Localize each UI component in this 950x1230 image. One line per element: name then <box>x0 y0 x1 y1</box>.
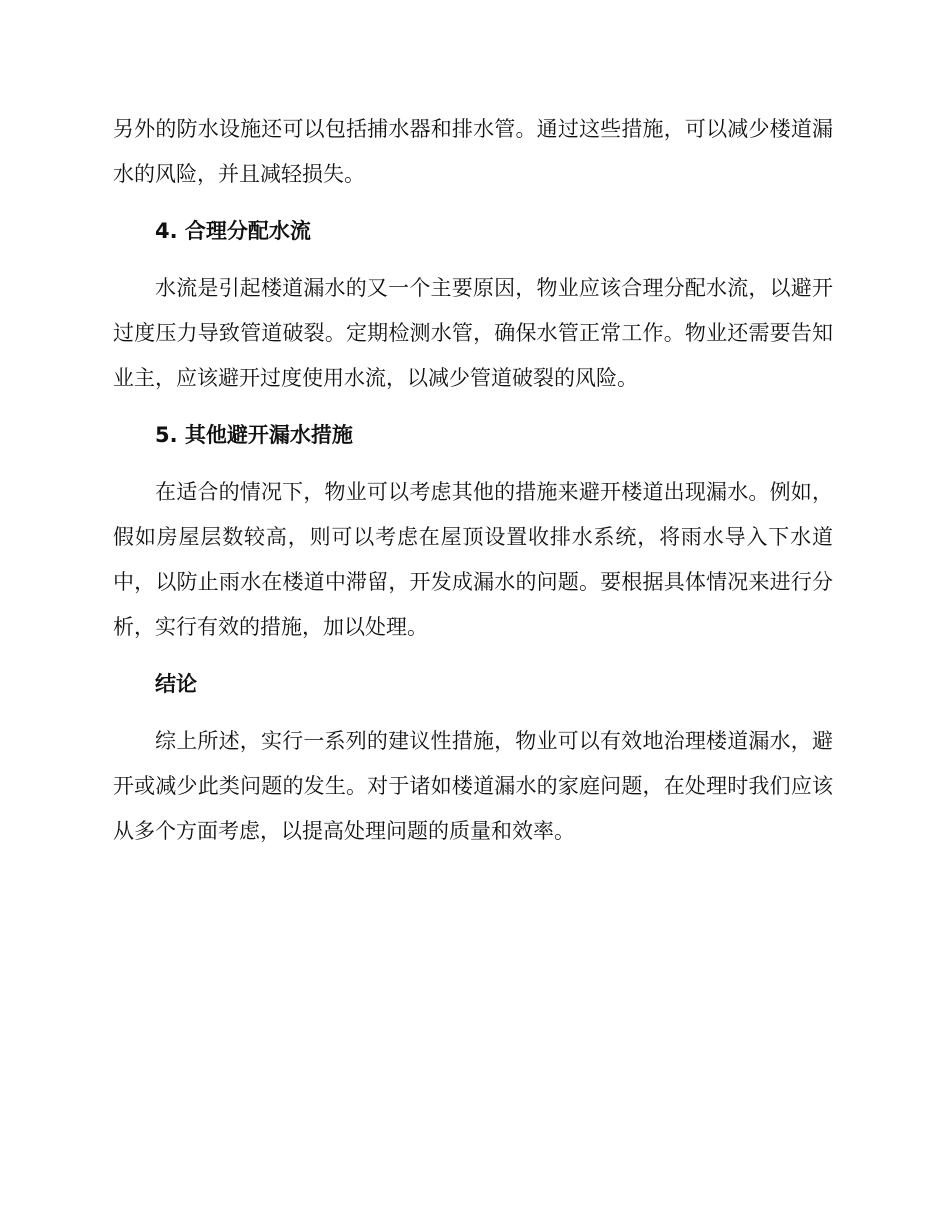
section-heading-conclusion: 结论 <box>155 672 197 696</box>
paragraph-conclusion: 综上所述，实行一系列的建议性措施，物业可以有效地治理楼道漏水，避开或减少此类问题的发生。对于诸如楼道漏水的家庭问题，在处理时我们应该从多个方面考虑，以提高处理问题的质量和效率。 <box>113 729 833 843</box>
section-heading-other-measures: 5. 其他避开漏水措施 <box>155 423 353 447</box>
paragraph-other-measures: 在适合的情况下，物业可以考虑其他的措施来避开楼道出现漏水。例如，假如房屋层数较高，则可以考虑在屋顶设置收排水系统，将雨水导入下水道中，以防止雨水在楼道中滞留，开发成漏水的问题。要根据具体情况来进行分析，实行有效的措施，加以处理。 <box>113 480 833 639</box>
section-heading-water-flow: 4. 合理分配水流 <box>155 219 311 243</box>
paragraph-water-flow: 水流是引起楼道漏水的又一个主要原因，物业应该合理分配水流，以避开过度压力导致管道破裂。定期检测水管，确保水管正常工作。物业还需要告知业主，应该避开过度使用水流，以减少管道破裂的风险。 <box>113 276 833 390</box>
document-page <box>113 107 833 854</box>
paragraph-waterproof-facilities: 另外的防水设施还可以包括捕水器和排水管。通过这些措施，可以减少楼道漏水的风险，并且减轻损失。 <box>113 117 833 186</box>
